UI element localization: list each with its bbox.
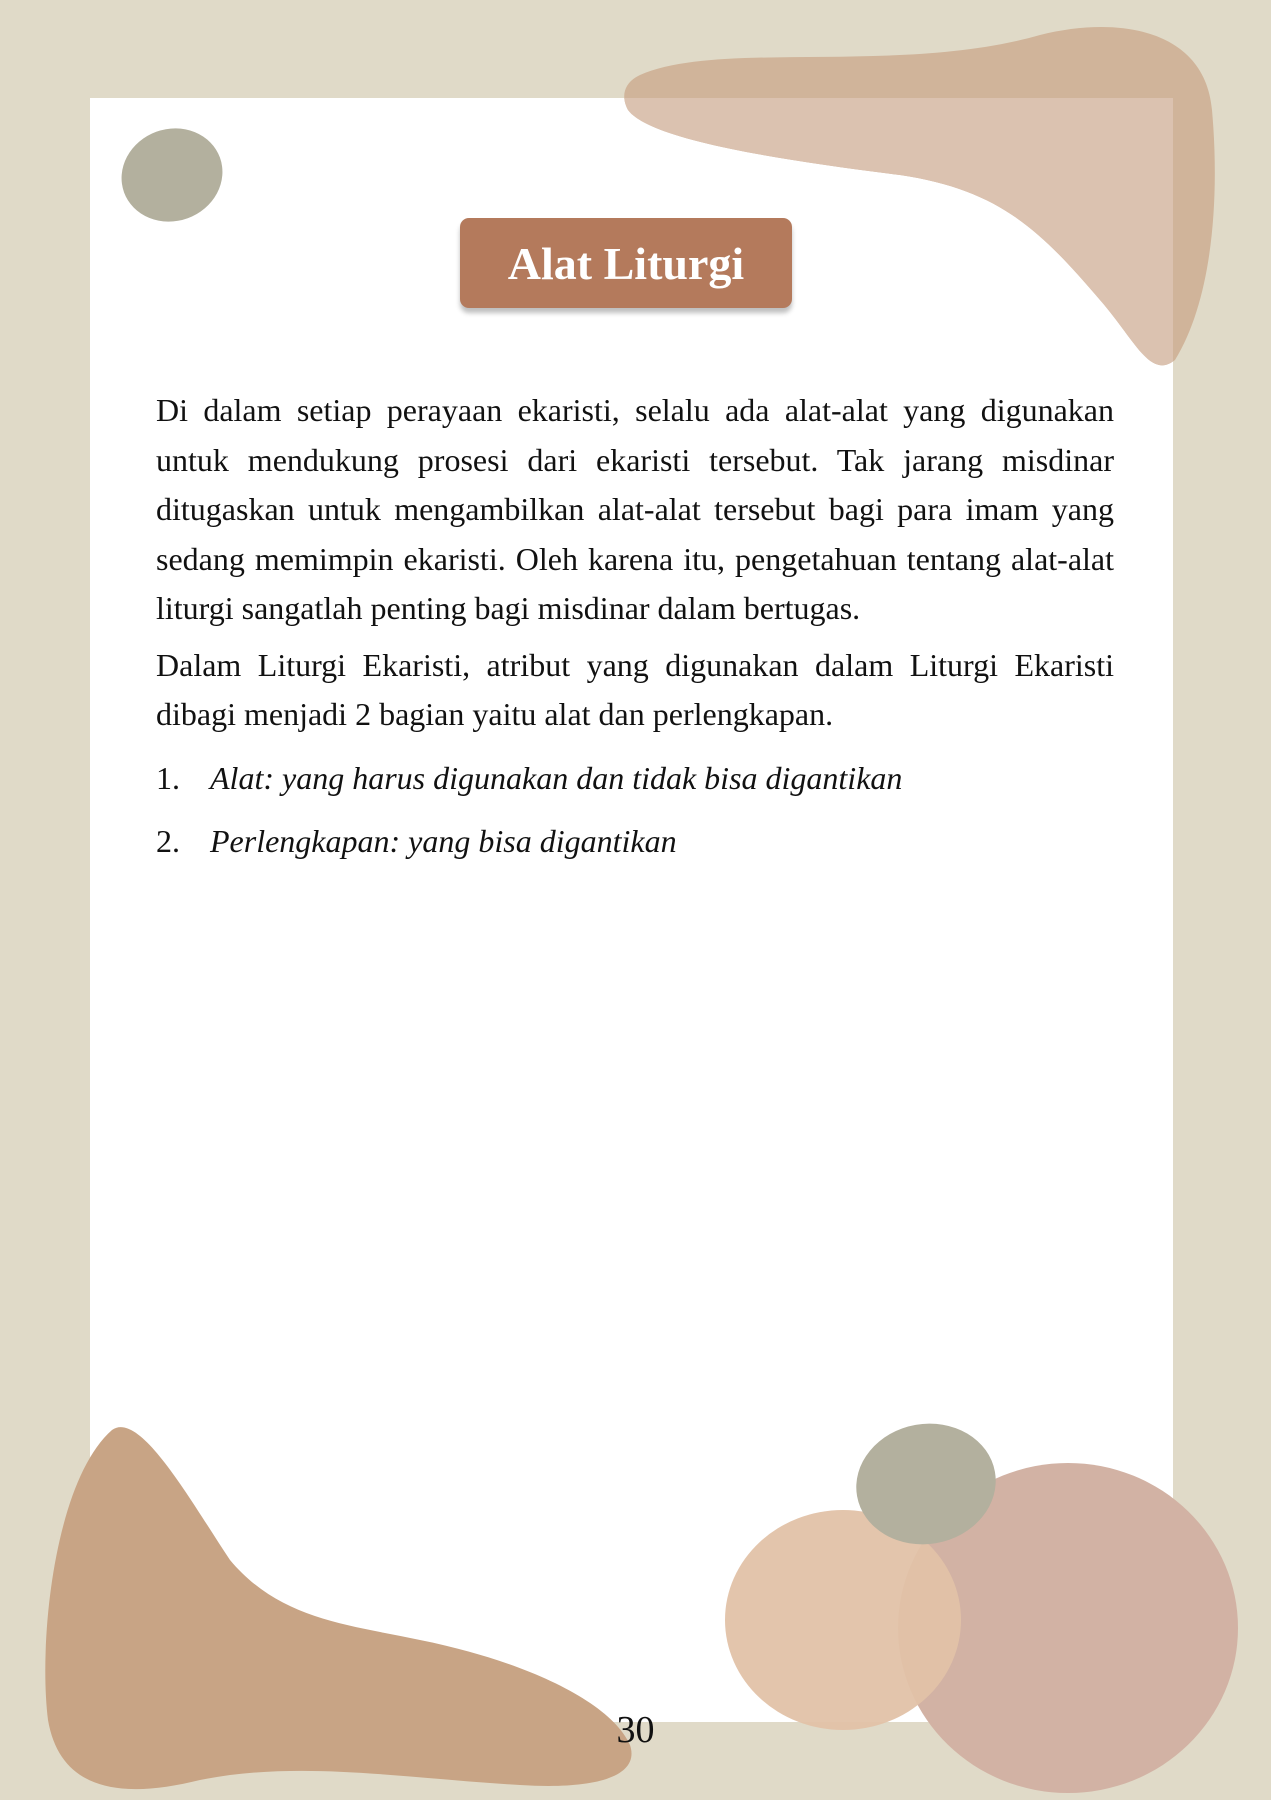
title-banner xyxy=(460,218,792,308)
top-right-blob xyxy=(624,27,1215,365)
list-text: Alat: yang harus digunakan dan tidak bisa digantikan xyxy=(210,759,903,796)
sage-oval-top-left xyxy=(108,114,235,235)
list-number: 1. xyxy=(156,759,180,796)
body-text xyxy=(156,386,1114,866)
list-text: Perlengkapan: yang bisa digantikan xyxy=(210,822,677,859)
list-number: 2. xyxy=(156,822,180,859)
paragraph: Dalam Liturgi Ekaristi, atribut yang digunakan dalam Liturgi Ekaristi dibagi menjadi 2 bagian yaitu alat dan perlengkapan. xyxy=(156,646,1114,732)
paragraph: Di dalam setiap perayaan ekaristi, selalu ada alat-alat yang digunakan untuk mendukung prosesi dari ekaristi tersebut. Tak jarang misdinar ditugaskan untuk mengambilkan alat-alat tersebut bagi para imam yang sedang memimpin ekaristi. Oleh karena itu, pengetahuan tentang alat-alat liturgi sangatlah penting bagi misdinar dalam bertugas. xyxy=(156,392,1114,626)
list-item xyxy=(156,817,1114,866)
page-title: Alat Liturgi xyxy=(507,237,745,289)
list-item xyxy=(156,754,1114,803)
page-number: 30 xyxy=(616,1709,655,1751)
